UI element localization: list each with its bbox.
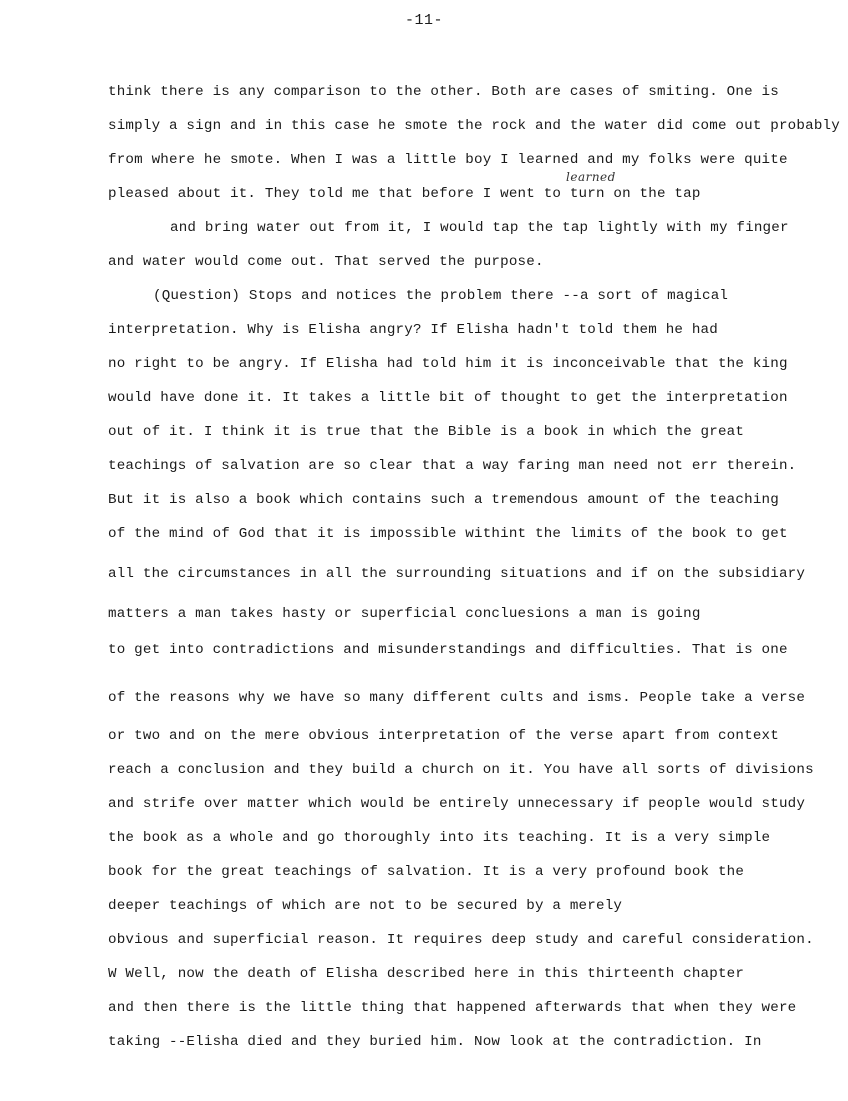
text-line: teachings of salvation are so clear that a way faring man need not err therein. [108,458,797,474]
text-line: pleased about it. They told me that before I went to turn on the tap [108,186,701,202]
text-line: deeper teachings of which are not to be secured by a merely [108,898,623,914]
text-line: interpretation. Why is Elisha angry? If Elisha hadn't told them he had [108,322,718,338]
text-line: to get into contradictions and misunderstandings and difficulties. That is one [108,642,788,658]
text-line: the book as a whole and go thoroughly into its teaching. It is a very simple [108,830,771,846]
text-line: of the reasons why we have so many different cults and isms. People take a verse [108,690,806,706]
text-line: from where he smote. When I was a little boy I learned and my folks were quite [108,152,788,168]
text-line: and water would come out. That served the purpose. [108,254,544,270]
text-line: out of it. I think it is true that the Bible is a book in which the great [108,424,745,440]
text-line: taking --Elisha died and they buried him. Now look at the contradiction. In [108,1034,762,1050]
page-number: -11- [404,12,443,29]
text-line: W Well, now the death of Elisha described here in this thirteenth chapter [108,966,745,982]
text-line: book for the great teachings of salvation. It is a very profound book the [108,864,745,880]
text-line: simply a sign and in this case he smote the rock and the water did come out probably [108,118,840,134]
text-line: obvious and superficial reason. It requires deep study and careful consideration. [108,932,814,948]
text-line: matters a man takes hasty or superficial concluesions a man is going [108,606,701,622]
text-line: of the mind of God that it is impossible withint the limits of the book to get [108,526,788,542]
text-line: and strife over matter which would be entirely unnecessary if people would study [108,796,806,812]
text-line: (Question) Stops and notices the problem there --a sort of magical [153,288,729,304]
text-line: would have done it. It takes a little bit of thought to get the interpretation [108,390,788,406]
text-line: and then there is the little thing that happened afterwards that when they were [108,1000,797,1016]
text-line: no right to be angry. If Elisha had told him it is inconceivable that the king [108,356,788,372]
text-line: or two and on the mere obvious interpretation of the verse apart from context [108,728,779,744]
text-line: think there is any comparison to the other. Both are cases of smiting. One is [108,84,779,100]
handwritten-annotation: learned [566,170,616,184]
text-line: But it is also a book which contains such a tremendous amount of the teaching [108,492,779,508]
text-line: reach a conclusion and they build a church on it. You have all sorts of divisions [108,762,814,778]
text-line: all the circumstances in all the surrounding situations and if on the subsidiary [108,566,806,582]
text-line: and bring water out from it, I would tap the tap lightly with my finger [170,220,789,236]
